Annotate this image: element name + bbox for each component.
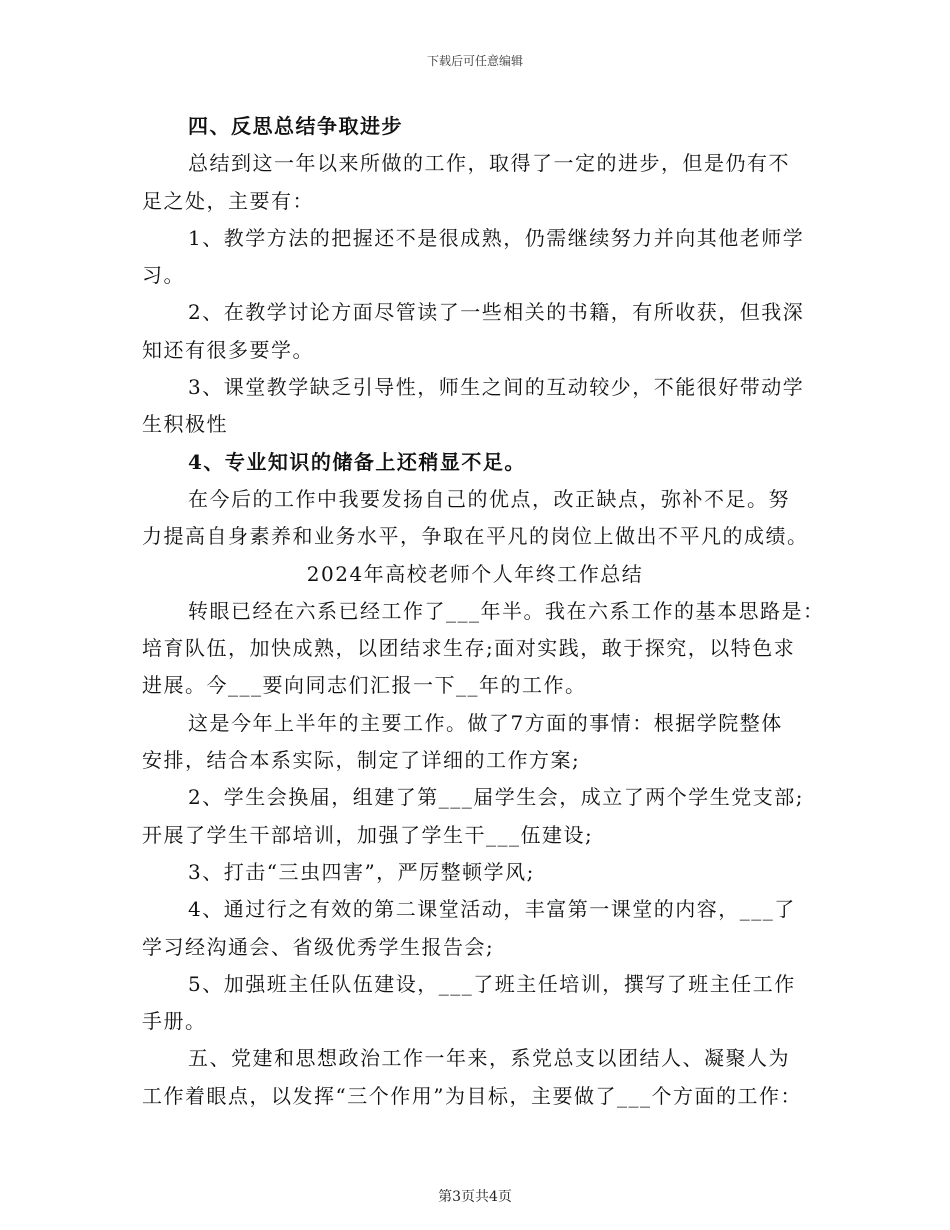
text-line: 习。 (142, 263, 185, 288)
text-line: 开展了学生干部培训，加强了学生干___伍建设; (142, 822, 594, 847)
text-line: 这是今年上半年的主要工作。做了7方面的事情：根据学院整体 (188, 710, 783, 735)
text-line: 在今后的工作中我要发扬自己的优点，改正缺点，弥补不足。努 (188, 486, 790, 511)
text-line: 工作着眼点，以发挥“三个作用”为目标，主要做了___个方面的工作： (142, 1083, 802, 1108)
section-title: 2024年高校老师个人年终工作总结 (306, 561, 644, 586)
text-line: 4、专业知识的储备上还稍显不足。 (188, 449, 526, 474)
text-line: 1、教学方法的把握还不是很成熟，仍需继续努力并向其他老师学 (188, 225, 805, 250)
text-line: 四、反思总结争取进步 (188, 114, 403, 138)
document-body (142, 108, 825, 1115)
text-line: 4、通过行之有效的第二课堂活动，丰富第一课堂的内容，___了 (188, 897, 796, 922)
page-footer: 第3页共4页 (438, 1189, 512, 1205)
text-line: 足之处，主要有： (142, 188, 314, 213)
text-line: 五、党建和思想政治工作一年来，系党总支以团结人、凝聚人为 (188, 1046, 790, 1071)
text-line: 5、加强班主任队伍建设，___了班主任培训，撰写了班主任工作 (188, 971, 796, 996)
text-line: 2、在教学讨论方面尽管读了一些相关的书籍，有所收获，但我深 (188, 300, 805, 325)
text-line: 进展。今___要向同志们汇报一下__年的工作。 (142, 673, 587, 698)
text-line: 培育队伍，加快成熟，以团结求生存;面对实践，敢于探究，以特色求 (142, 636, 796, 661)
text-line: 安排，结合本系实际，制定了详细的工作方案; (142, 748, 581, 773)
text-line: 总结到这一年以来所做的工作，取得了一定的进步，但是仍有不 (188, 151, 790, 176)
text-line: 生积极性 (142, 412, 228, 437)
text-line: 学习经沟通会、省级优秀学生报告会; (142, 934, 495, 959)
page-header: 下载后可任意编辑 (426, 54, 523, 68)
text-line: 力提高自身素养和业务水平，争取在平凡的岗位上做出不平凡的成绩。 (142, 524, 809, 549)
text-line: 手册。 (142, 1009, 207, 1034)
text-line: 2、学生会换届，组建了第___届学生会，成立了两个学生党支部; (188, 785, 804, 810)
text-line: 3、打击“三虫四害”，严厉整顿学风; (188, 859, 535, 884)
text-line: 转眼已经在六系已经工作了___年半。我在六系工作的基本思路是： (188, 598, 825, 623)
text-line: 知还有很多要学。 (142, 337, 314, 362)
text-line: 3、课堂教学缺乏引导性，师生之间的互动较少，不能很好带动学 (188, 375, 805, 400)
